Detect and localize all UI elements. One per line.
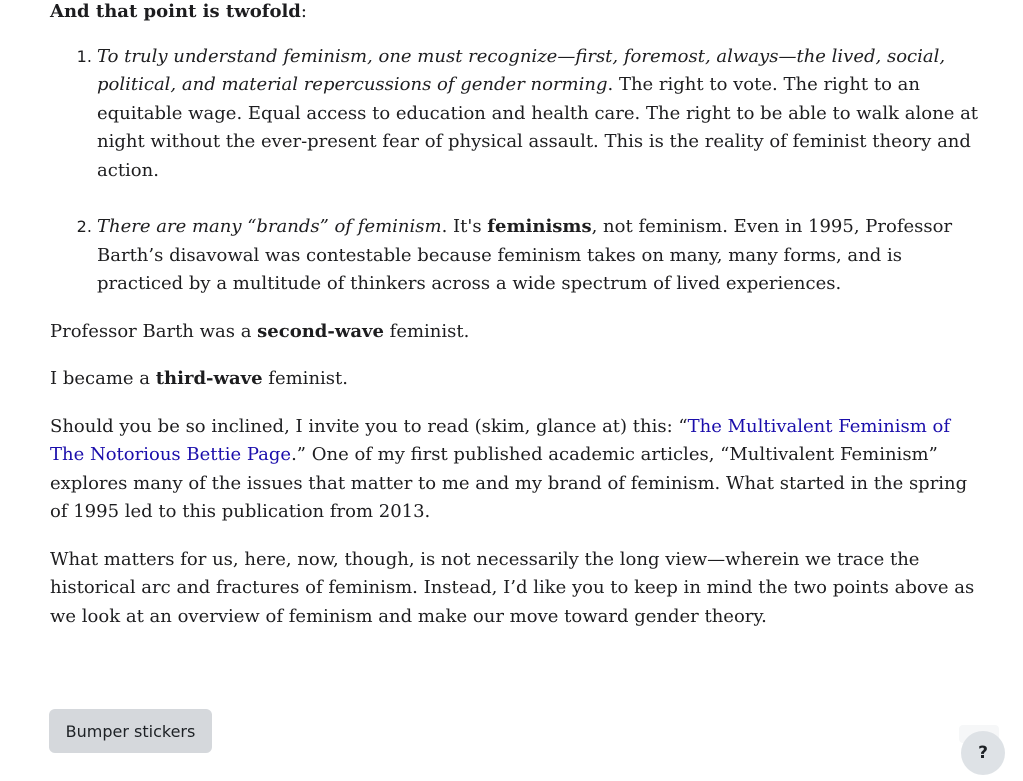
point-item-1 — [97, 43, 980, 186]
intro-paragraph — [50, 0, 980, 27]
point-2-text-a: . It's — [441, 216, 488, 237]
point-2-text-b: , not feminism. Even in 1995, Professor Barth’s disavowal was contestable because feminism takes on many, many forms, and is practiced by a multitude of thinkers across a wide spectrum of lived experiences. — [97, 216, 953, 294]
para-reading-before: Should you be so inclined, I invite you to read (skim, glance at) this: “ — [50, 415, 688, 437]
bettie-page-article-link[interactable]: The Multivalent Feminism of The Notorious Bettie Page — [50, 415, 951, 465]
point-1-italic: To truly understand feminism, one must recognize—first, foremost, always—the lived, social, political, and material repercussions of gender norming — [97, 45, 946, 95]
para-second-wave-bold: second-wave — [257, 320, 384, 342]
para-third-wave-bold: third-wave — [155, 368, 263, 389]
intro-bold: And that point is twofold — [50, 1, 301, 22]
help-button[interactable]: ? — [961, 731, 1005, 775]
para-second-wave-before: Professor Barth was a — [50, 320, 258, 342]
point-item-2 — [97, 213, 980, 299]
para-second-wave — [50, 318, 980, 347]
intro-colon: : — [300, 1, 307, 22]
para-third-wave-after: feminist. — [262, 368, 348, 389]
para-matters: What matters for us, here, now, though, is not necessarily the long view—wherein we trace the historical arc and fractures of feminism. Instead, I’d like you to keep in mind the two points above as we look at an overview of feminism and make our move toward gender theory. — [50, 548, 975, 627]
para-reading-after: .” One of my first published academic articles, “Multivalent Feminism” explores many of the issues that matter to me and my brand of feminism. What started in the spring of 1995 led to this publication from 2013. — [50, 444, 968, 522]
para-reading — [50, 413, 980, 527]
points-list — [50, 43, 980, 299]
bumper-stickers-button[interactable]: Bumper stickers — [49, 709, 212, 753]
point-2-italic: There are many “brands” of feminism — [97, 216, 442, 237]
point-2-bold: feminisms — [487, 216, 592, 237]
para-second-wave-after: feminist. — [383, 320, 470, 342]
para-third-wave — [50, 365, 980, 394]
para-third-wave-before: I became a — [50, 368, 156, 389]
article-body — [50, 0, 980, 650]
point-1-text: . The right to vote. The right to an equitable wage. Equal access to education and health care. The right to be able to walk alone at night without the ever-present fear of physical assault. This is the reality of feminist theory and action. — [97, 74, 979, 181]
